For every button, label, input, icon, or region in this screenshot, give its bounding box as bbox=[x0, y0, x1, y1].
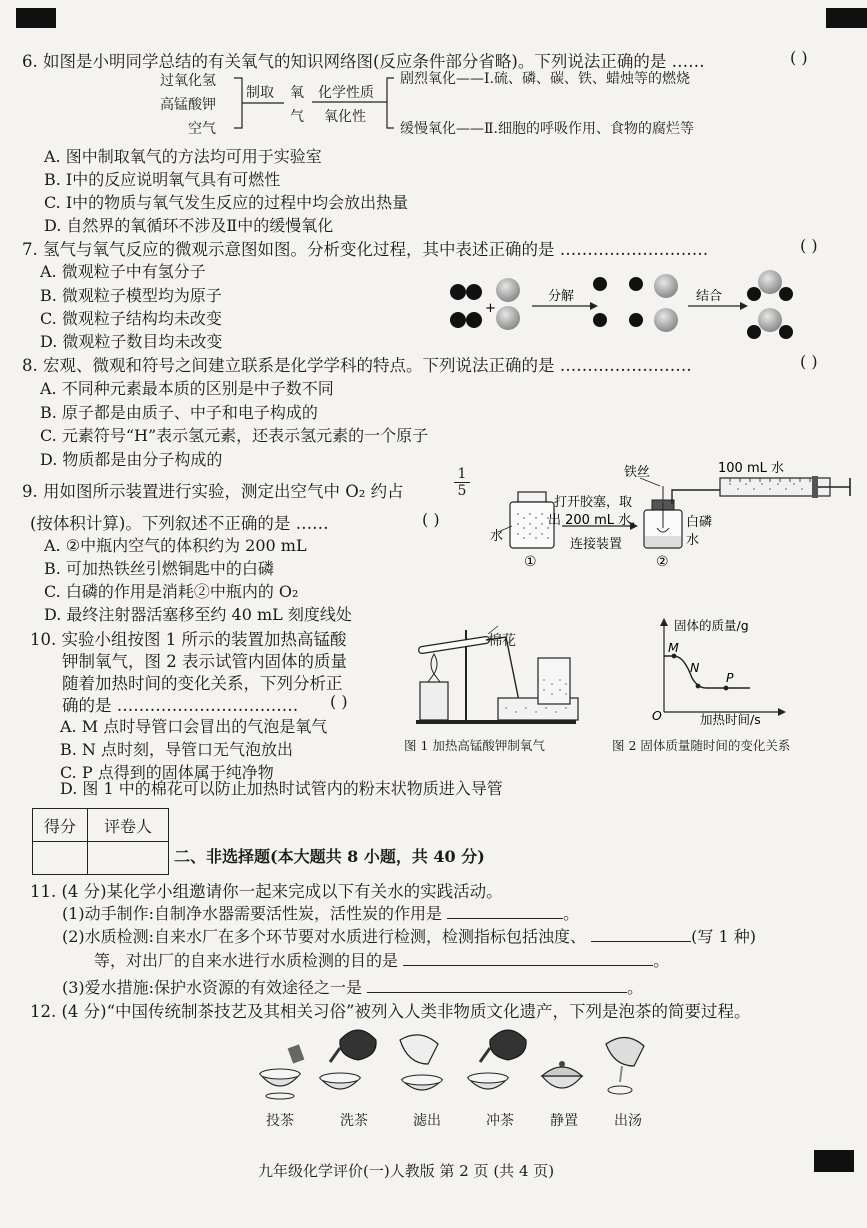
q8-option-c[interactable]: C. 元素符号“H”表示氢元素，还表示氢元素的一个原子 bbox=[40, 426, 429, 445]
q7-option-c[interactable]: C. 微观粒子结构均未改变 bbox=[40, 309, 222, 328]
q10-label-m: M bbox=[668, 640, 679, 655]
q10-option-c[interactable]: C. P 点得到的固体属于纯净物 bbox=[60, 763, 274, 782]
q6-answer-paren: ( ) bbox=[790, 48, 808, 67]
q6-prep-label: 制取 bbox=[246, 85, 274, 101]
q6-slow-label: 缓慢氧化 bbox=[400, 121, 456, 137]
q7-micro-diagram bbox=[440, 268, 860, 348]
q9-step-text-3: 连接装置 bbox=[570, 537, 623, 552]
q6-slow-result: Ⅱ.细胞的呼吸作用、食物的腐烂等 bbox=[484, 121, 694, 137]
q6-fast-result: Ⅰ.硫、磷、碳、铁、蜡烛等的燃烧 bbox=[484, 71, 690, 87]
q11-part-2b-end: 。 bbox=[653, 951, 670, 970]
q9-water-label-1: 水 bbox=[490, 529, 504, 544]
q11-part-2-continued bbox=[94, 948, 669, 971]
q10-figure-2-graph bbox=[640, 616, 840, 728]
q6-source-air: 空气 bbox=[188, 121, 216, 137]
q8-option-d[interactable]: D. 物质都是由分子构成的 bbox=[40, 450, 223, 469]
q9-bottle-2-label: ② bbox=[656, 554, 669, 570]
section-2-title: 二、非选择题(本大题共 8 小题，共 40 分) bbox=[174, 847, 485, 866]
q10-option-d[interactable]: D. 图 1 中的棉花可以防止加热时试管内的粉末状物质进入导管 bbox=[60, 779, 503, 798]
q12-tea-process-illustration bbox=[250, 1020, 670, 1104]
q6-oxygen-char-2: 气 bbox=[290, 109, 304, 125]
q10-stem-line-1: 10. 实验小组按图 1 所示的装置加热高锰酸 bbox=[30, 630, 347, 649]
q9-fraction bbox=[454, 466, 470, 499]
q9-water-label-2: 水 bbox=[686, 533, 700, 548]
q6-oxidation-label: 氧化性 bbox=[324, 109, 366, 125]
q9-stem: 9. 用如图所示装置进行实验，测定出空气中 O₂ 约占 bbox=[22, 482, 404, 501]
q10-label-p: P bbox=[726, 670, 734, 685]
q6-property-label: 化学性质 bbox=[318, 85, 374, 101]
q12-step-6: 出汤 bbox=[614, 1113, 642, 1129]
q11-part-2b-text: 等，对出厂的自来水进行水质检测的目的是 bbox=[94, 951, 399, 970]
q9-bottle-1-label: ① bbox=[524, 554, 537, 570]
q9-fraction-numerator: 1 bbox=[457, 466, 467, 482]
q10-point-p bbox=[724, 686, 729, 691]
q9-stem-continued: (按体积计算)。下列叙述不正确的是 …… bbox=[30, 514, 329, 533]
q12-step-5: 静置 bbox=[550, 1113, 578, 1129]
page-footer: 九年级化学评价(一)人教版 第 2 页 (共 4 页) bbox=[258, 1162, 555, 1180]
q10-stem-line-4: 确的是 …………………………… bbox=[62, 696, 299, 715]
q9-answer-paren: ( ) bbox=[422, 510, 440, 529]
q6-diagram-lines bbox=[222, 70, 412, 140]
q11-part-3-text: (3)爱水措施:保护水资源的有效途径之一是 bbox=[62, 978, 363, 997]
q9-phosphorus-label: 白磷 bbox=[686, 515, 713, 530]
q7-step-combine: 结合 bbox=[696, 289, 723, 304]
q10-label-n: N bbox=[690, 660, 700, 675]
q9-option-c[interactable]: C. 白磷的作用是消耗②中瓶内的 O₂ bbox=[44, 582, 299, 601]
q8-answer-paren: ( ) bbox=[800, 352, 818, 371]
q6-source-h2o2: 过氧化氢 bbox=[160, 73, 216, 89]
q10-figure-2-caption: 图 2 固体质量随时间的变化关系 bbox=[612, 738, 791, 753]
q9-step-text-1: 打开胶塞，取 bbox=[554, 495, 633, 510]
score-header: 得分 bbox=[33, 809, 88, 842]
q7-option-d[interactable]: D. 微观粒子数目均未改变 bbox=[40, 332, 223, 351]
q10-cotton-label: 棉花 bbox=[488, 633, 516, 649]
q11-part-1-text: (1)动手制作:自制净水器需要活性炭，活性炭的作用是 bbox=[62, 904, 443, 923]
score-table bbox=[32, 808, 169, 875]
q7-answer-paren: ( ) bbox=[800, 236, 818, 255]
grader-cell[interactable] bbox=[88, 842, 169, 875]
q6-fast-oxidation: 剧烈氧化——Ⅰ.硫、磷、碳、铁、蜡烛等的燃烧 bbox=[400, 71, 690, 87]
q11-part-2-text: (2)水质检测:自来水厂在多个环节要对水质进行检测，检测指标包括浊度、 bbox=[62, 927, 587, 946]
q9-option-a[interactable]: A. ②中瓶内空气的体积约为 200 mL bbox=[44, 536, 307, 555]
q7-stem: 7. 氢气与氧气反应的微观示意图如图。分析变化过程，其中表述正确的是 ……………………… bbox=[22, 240, 709, 259]
q10-stem-line-2: 钾制氧气，图 2 表示试管内固体的质量 bbox=[62, 652, 347, 671]
q6-option-c[interactable]: C. Ⅰ中的物质与氧气发生反应的过程中均会放出热量 bbox=[44, 193, 409, 212]
q6-stem: 6. 如图是小明同学总结的有关氧气的知识网络图(反应条件部分省略)。下列说法正确的是 …… bbox=[22, 52, 705, 71]
q6-fast-label: 剧烈氧化 bbox=[400, 71, 456, 87]
score-cell[interactable] bbox=[33, 842, 88, 875]
q7-option-b[interactable]: B. 微观粒子模型均为原子 bbox=[40, 286, 222, 305]
q12-step-3: 滤出 bbox=[413, 1113, 441, 1129]
q9-step-text-2: 出 200 mL 水， bbox=[548, 513, 645, 528]
q11-part-1-end: 。 bbox=[563, 904, 580, 923]
q11-part-2-indicator-blank[interactable] bbox=[591, 927, 691, 942]
q8-option-a[interactable]: A. 不同种元素最本质的区别是中子数不同 bbox=[40, 379, 334, 398]
q9-option-b[interactable]: B. 可加热铁丝引燃铜匙中的白磷 bbox=[44, 559, 274, 578]
q11-stem: 11. (4 分)某化学小组邀请你一起来完成以下有关水的实践活动。 bbox=[30, 882, 503, 901]
q10-graph-origin: O bbox=[652, 708, 662, 723]
registration-mark-bottom-right bbox=[814, 1150, 854, 1172]
q12-step-2: 洗茶 bbox=[340, 1113, 368, 1129]
q6-oxygen-char-1: 氧 bbox=[290, 85, 304, 101]
q11-part-3-answer-blank[interactable] bbox=[367, 978, 627, 993]
q8-option-b[interactable]: B. 原子都是由质子、中子和电子构成的 bbox=[40, 403, 318, 422]
q9-option-d[interactable]: D. 最终注射器活塞移至约 40 mL 刻度线处 bbox=[44, 605, 352, 624]
q11-part-2 bbox=[62, 924, 756, 947]
q11-part-3-end: 。 bbox=[627, 978, 644, 997]
q11-part-2-note: (写 1 种) bbox=[691, 927, 756, 946]
q7-option-a[interactable]: A. 微观粒子中有氢分子 bbox=[40, 262, 206, 281]
q10-point-n bbox=[696, 684, 701, 689]
q6-option-b[interactable]: B. Ⅰ中的反应说明氧气具有可燃性 bbox=[44, 170, 281, 189]
q9-fraction-denominator: 5 bbox=[457, 483, 467, 499]
registration-mark-top-left bbox=[16, 8, 56, 28]
q9-iron-wire-label: 铁丝 bbox=[624, 465, 651, 480]
q12-step-1: 投茶 bbox=[266, 1113, 294, 1129]
grader-header: 评卷人 bbox=[88, 809, 169, 842]
q7-step-decompose: 分解 bbox=[548, 289, 575, 304]
q10-answer-paren: ( ) bbox=[330, 692, 348, 711]
q6-option-d[interactable]: D. 自然界的氧循环不涉及Ⅱ中的缓慢氧化 bbox=[44, 216, 334, 235]
q7-plus-sign: + bbox=[485, 301, 496, 316]
q6-source-kmno4: 高锰酸钾 bbox=[160, 97, 216, 113]
q10-stem-line-3: 随着加热时间的变化关系，下列分析正 bbox=[62, 674, 343, 693]
q10-option-b[interactable]: B. N 点时刻，导管口无气泡放出 bbox=[60, 740, 294, 759]
registration-mark-top-right bbox=[826, 8, 867, 28]
q12-stem: 12. (4 分)“中国传统制茶技艺及其相关习俗”被列入人类非物质文化遗产，下列是泡茶的简要过程。 bbox=[30, 1002, 751, 1021]
q6-slow-oxidation: 缓慢氧化——Ⅱ.细胞的呼吸作用、食物的腐烂等 bbox=[400, 121, 694, 137]
q8-stem: 8. 宏观、微观和符号之间建立联系是化学学科的特点。下列说法正确的是 …………………… bbox=[22, 356, 692, 375]
q10-option-a[interactable]: A. M 点时导管口会冒出的气泡是氧气 bbox=[60, 717, 328, 736]
q9-apparatus-diagram bbox=[490, 456, 860, 572]
q10-graph-xlabel: 加热时间/s bbox=[700, 712, 761, 727]
q10-graph-ylabel: 固体的质量/g bbox=[674, 618, 749, 633]
q12-step-4: 冲茶 bbox=[486, 1113, 514, 1129]
q11-part-2-purpose-blank[interactable] bbox=[403, 951, 653, 966]
q10-figure-1-caption: 图 1 加热高锰酸钾制氧气 bbox=[404, 738, 545, 753]
q11-part-3 bbox=[62, 975, 643, 998]
q9-syringe-label: 100 mL 水 bbox=[718, 461, 784, 476]
q11-part-1 bbox=[62, 901, 579, 924]
q6-option-a[interactable]: A. 图中制取氧气的方法均可用于实验室 bbox=[44, 147, 322, 166]
q11-part-1-answer-blank[interactable] bbox=[447, 904, 563, 919]
